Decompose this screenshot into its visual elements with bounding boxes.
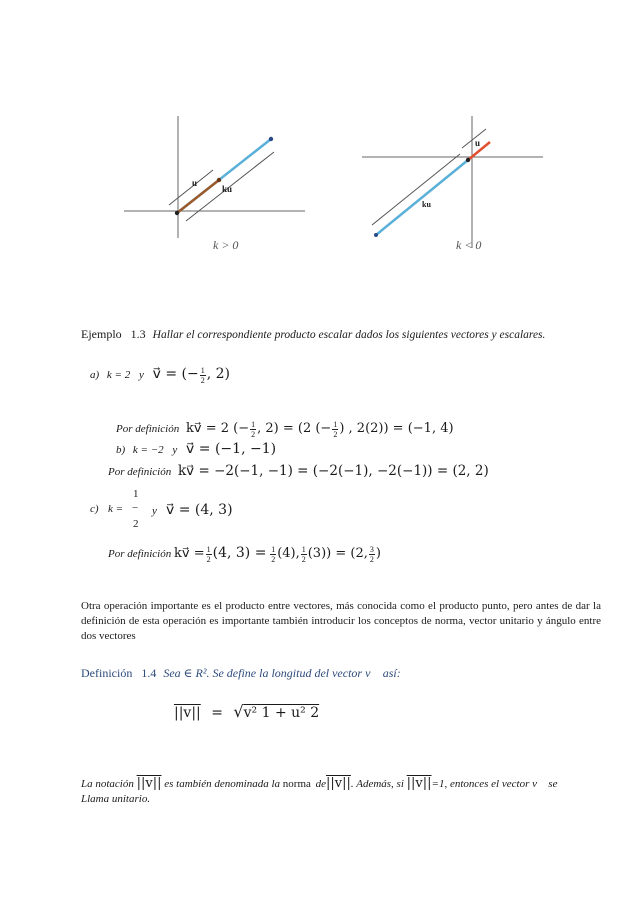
figure-panel-right bbox=[360, 110, 545, 260]
vector-u-label: u bbox=[192, 178, 198, 188]
notation-norm-3: ||v|| bbox=[406, 776, 432, 791]
part-c-solution bbox=[108, 545, 381, 564]
u-offset-line bbox=[169, 170, 213, 205]
fraction-one-half: $\frac{1}{2}$ bbox=[333, 420, 338, 439]
part-c-label: c) bbox=[90, 503, 99, 515]
notation-norm-1: ||v|| bbox=[136, 776, 162, 791]
definition-heading-line bbox=[81, 666, 401, 681]
part-c-solution-2: (4), bbox=[277, 546, 300, 562]
part-a-statement bbox=[90, 366, 230, 385]
ku-vector bbox=[376, 160, 468, 235]
part-c-vector: v⃗ = (4, 3) bbox=[166, 502, 233, 518]
definition-text: Sea ∈ R². Se define la longitud del vector v⃗ así: bbox=[163, 666, 401, 680]
part-a-solution bbox=[116, 420, 454, 439]
part-a-solution-mid: , 2) = (2 (− bbox=[257, 421, 332, 437]
notation-norm-2: ||v|| bbox=[326, 776, 351, 791]
part-a-definition-label: Por definición bbox=[116, 423, 180, 436]
body-paragraph: Otra operación importante es el producto entre vectores, más conocida como el producto punto, pero antes de dar la definición de esta operación es importante también introducir los conceptos de norma, vector unitario y ángulo entre dos vectores bbox=[81, 600, 601, 642]
example-heading-line bbox=[81, 327, 545, 342]
norm-formula bbox=[174, 702, 319, 721]
part-a-vector-end: , 2) bbox=[206, 366, 231, 383]
part-c-solution-1: (4, 3) = bbox=[212, 545, 267, 562]
u-tip-dot bbox=[217, 178, 221, 182]
ku-tip-dot bbox=[269, 137, 273, 141]
fraction-one-half: $\frac{1}{2}$ bbox=[200, 366, 205, 385]
part-a-solution-start: kv⃗ = 2 (− bbox=[186, 421, 250, 437]
part-b-k: k = −2 bbox=[132, 444, 164, 456]
notation-norma: norma bbox=[282, 778, 311, 790]
example-prompt: Hallar el correspondiente producto escalar dados los siguientes vectores y escalares. bbox=[152, 329, 546, 341]
part-b-y: y bbox=[172, 444, 178, 456]
notation-start: La notación bbox=[81, 778, 134, 790]
fraction-one-half: $\frac{1}{2}$ bbox=[301, 545, 306, 564]
vector-u-label: u bbox=[475, 138, 481, 148]
part-a-solution-end: ) , 2(2)) = (−1, 4) bbox=[339, 421, 454, 437]
norm-lhs: ||v|| bbox=[174, 705, 201, 721]
figure-right-caption: k < 0 bbox=[456, 238, 482, 252]
sqrt-icon: √ bbox=[233, 702, 244, 721]
example-number: 1.3 bbox=[130, 327, 146, 341]
part-b-solution bbox=[108, 463, 489, 479]
definition-number: 1.4 bbox=[141, 666, 157, 680]
part-b-definition-label: Por definición bbox=[108, 466, 172, 478]
notation-mid-1: es también denominada la bbox=[164, 778, 281, 790]
fraction-one-half: $\frac{1}{2}$ bbox=[251, 420, 256, 439]
part-c-k-denominator: 2 bbox=[133, 518, 139, 530]
part-c-solution-3: (3)) = (2, bbox=[307, 546, 368, 562]
part-c-solution-k: kv⃗ = bbox=[174, 546, 205, 562]
notation-de: de bbox=[315, 778, 327, 790]
definition-label: Definición bbox=[81, 666, 133, 680]
ku-tip-dot bbox=[374, 233, 378, 237]
vector-ku-label: ku bbox=[422, 200, 431, 209]
part-c-solution-end: ) bbox=[375, 546, 381, 562]
norm-rhs: v² 1 + u² 2 bbox=[243, 705, 320, 721]
origin-dot bbox=[175, 211, 179, 215]
notation-end: =1, entonces el vector v⃗ se bbox=[431, 778, 558, 790]
fraction-one-half: $\frac{1}{2}$ bbox=[206, 545, 211, 564]
notation-mid-2: . Además, si bbox=[350, 778, 404, 790]
part-b-vector: v⃗ = (−1, −1) bbox=[186, 441, 277, 457]
part-c-k-dash: − bbox=[132, 502, 139, 514]
vector-ku-label: ku bbox=[222, 184, 233, 194]
fraction-one-half: $\frac{1}{2}$ bbox=[271, 545, 276, 564]
part-a-vector: v⃗ = (− bbox=[152, 366, 199, 383]
part-b-statement bbox=[116, 441, 276, 457]
origin-dot bbox=[466, 158, 470, 162]
part-b-solution: kv⃗ = −2(−1, −1) = (−2(−1), −2(−1)) = (2, 2) bbox=[178, 463, 489, 479]
ku-offset-line bbox=[372, 154, 460, 225]
part-c-definition-label: Por definición bbox=[108, 548, 172, 561]
notation-line-2: Llama unitario. bbox=[81, 793, 151, 805]
part-c-k-numerator: 1 bbox=[133, 488, 139, 500]
example-label: Ejemplo bbox=[81, 327, 122, 341]
u-vector bbox=[177, 180, 219, 213]
part-a-k: k = 2 bbox=[106, 369, 131, 382]
figure-left-caption: k > 0 bbox=[213, 238, 239, 252]
notation-line bbox=[81, 776, 557, 791]
part-b-label: b) bbox=[116, 444, 126, 456]
part-a-y: y bbox=[138, 369, 144, 382]
fraction-three-halves: $\frac{3}{2}$ bbox=[369, 545, 374, 564]
part-c-y: y bbox=[152, 505, 157, 517]
part-c-k: k = bbox=[108, 503, 124, 515]
part-a-label: a) bbox=[90, 369, 100, 382]
figure-right-svg bbox=[360, 110, 545, 260]
u-offset-line bbox=[462, 129, 486, 148]
norm-equals: = bbox=[211, 705, 223, 721]
